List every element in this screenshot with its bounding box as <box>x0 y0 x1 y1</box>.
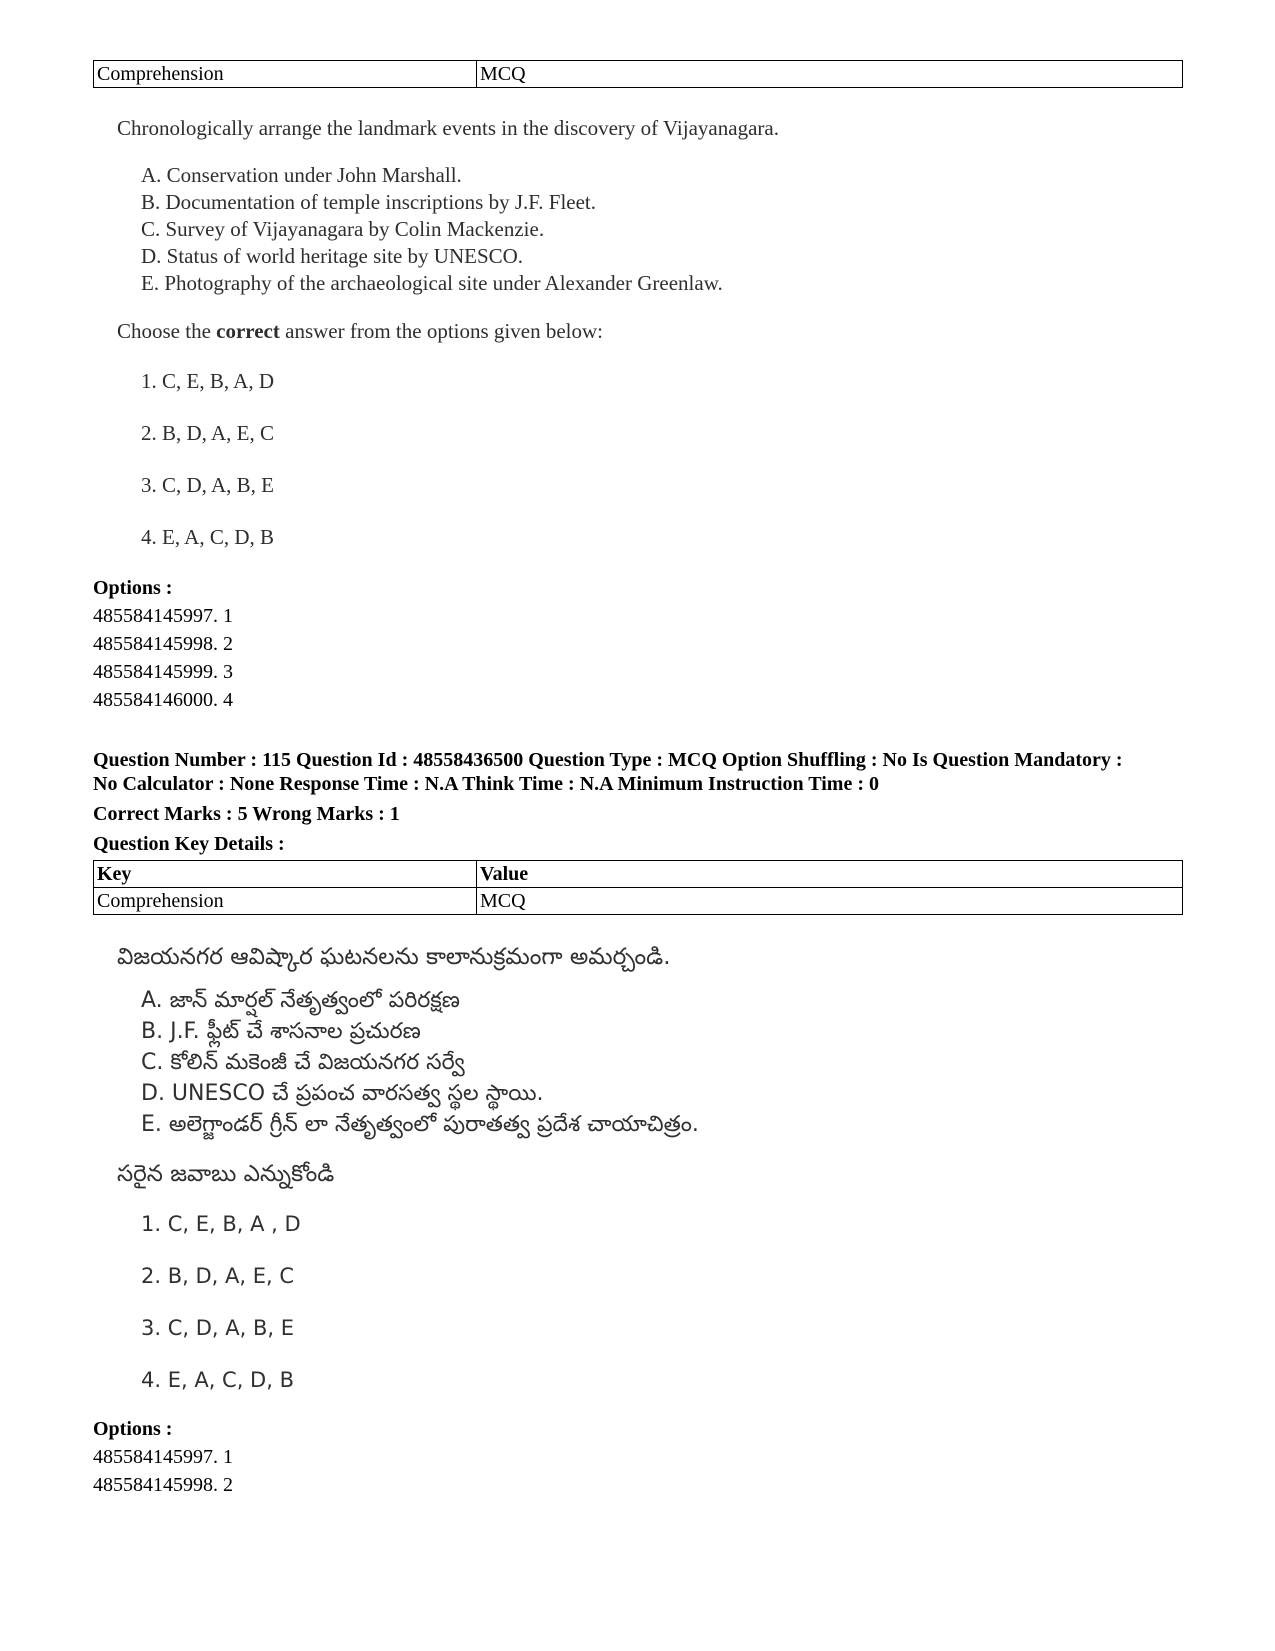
table-row <box>94 61 1183 88</box>
options-section-1 <box>93 575 1183 714</box>
statement-c: C. కోలిన్ మకెంజీ చే విజయనగర సర్వే <box>141 1050 465 1075</box>
answer-option-1: 1. C, E, B, A , D <box>141 1212 301 1236</box>
answer-option-4: 4. E, A, C, D, B <box>141 1368 294 1392</box>
question-meta-line-1: Question Number : 115 Question Id : 48558436500 Question Type : MCQ Option Shuffling : No Is Question Mandatory : <box>93 749 1123 771</box>
page <box>93 60 1183 1499</box>
table-header-value: Value <box>477 861 1183 888</box>
choose-instruction: సరైన జవాబు ఎన్నుకోండి <box>117 1161 335 1187</box>
statement-a: A. Conservation under John Marshall. <box>141 163 462 187</box>
statement-b: B. J.F. ఫ్లీట్ చే శాసనాల ప్రచురణ <box>141 1019 421 1044</box>
question-image-telugu <box>93 941 1183 1394</box>
key-value-table-2 <box>93 860 1183 915</box>
statement-d: D. Status of world heritage site by UNESCO. <box>141 244 524 268</box>
question-text: Chronologically arrange the landmark events in the discovery of Vijayanagara. <box>117 116 779 140</box>
key-details-label: Question Key Details : <box>93 833 285 855</box>
question-meta-line-2: No Calculator : None Response Time : N.A Think Time : N.A Minimum Instruction Time : 0 <box>93 773 879 795</box>
option-id-line: 485584145997. 1 <box>93 605 233 627</box>
table-header-key: Key <box>94 861 477 888</box>
statement-a: A. జాన్ మార్షల్ నేతృత్వంలో పరిరక్షణ <box>141 988 460 1013</box>
question-text: విజయనగర ఆవిష్కార ఘటనలను కాలానుక్రమంగా అమర్చండి. <box>117 944 671 970</box>
answer-option-2: 2. B, D, A, E, C <box>141 1264 294 1288</box>
key-value-table-1 <box>93 60 1183 88</box>
answer-option-2: 2. B, D, A, E, C <box>141 421 275 445</box>
option-id-line: 485584145998. 2 <box>93 1474 233 1496</box>
options-section-2 <box>93 1416 1183 1499</box>
statement-e: E. Photography of the archaeological site under Alexander Greenlaw. <box>141 271 723 295</box>
table-row <box>94 888 1183 915</box>
choose-text-pre: Choose the <box>117 319 217 343</box>
statement-d: D. UNESCO చే ప్రపంచ వారసత్వ స్థల స్థాయి. <box>141 1081 544 1106</box>
statement-b: B. Documentation of temple inscriptions by J.F. Fleet. <box>141 190 597 214</box>
statement-list <box>117 162 1183 297</box>
answer-option-1: 1. C, E, B, A, D <box>141 369 275 393</box>
table-cell-value: MCQ <box>477 888 1183 915</box>
marks-line: Correct Marks : 5 Wrong Marks : 1 <box>93 803 400 825</box>
option-id-line: 485584145997. 1 <box>93 1446 233 1468</box>
table-header-row <box>94 861 1183 888</box>
answer-option-4: 4. E, A, C, D, B <box>141 525 275 549</box>
statement-e: E. అలెగ్జాండర్ గ్రీన్ లా నేతృత్వంలో పురాతత్వ ప్రదేశ చాయాచిత్రం. <box>141 1112 699 1137</box>
statement-c: C. Survey of Vijayanagara by Colin Mackenzie. <box>141 217 545 241</box>
answer-option-3: 3. C, D, A, B, E <box>141 1316 294 1340</box>
question-image-english <box>93 114 1183 551</box>
choose-text-bold: correct <box>216 319 280 343</box>
statement-list <box>117 985 1183 1140</box>
options-title: Options : <box>93 577 173 599</box>
choose-text-post: answer from the options given below: <box>279 319 603 343</box>
answer-option-3: 3. C, D, A, B, E <box>141 473 275 497</box>
option-id-line: 485584145999. 3 <box>93 661 233 683</box>
table-cell-value: MCQ <box>477 61 1183 88</box>
option-id-line: 485584146000. 4 <box>93 689 233 711</box>
question-meta <box>93 748 1183 856</box>
choose-instruction <box>117 317 1183 345</box>
table-cell-key: Comprehension <box>94 888 477 915</box>
option-id-line: 485584145998. 2 <box>93 633 233 655</box>
table-cell-key: Comprehension <box>94 61 477 88</box>
options-title: Options : <box>93 1418 173 1440</box>
